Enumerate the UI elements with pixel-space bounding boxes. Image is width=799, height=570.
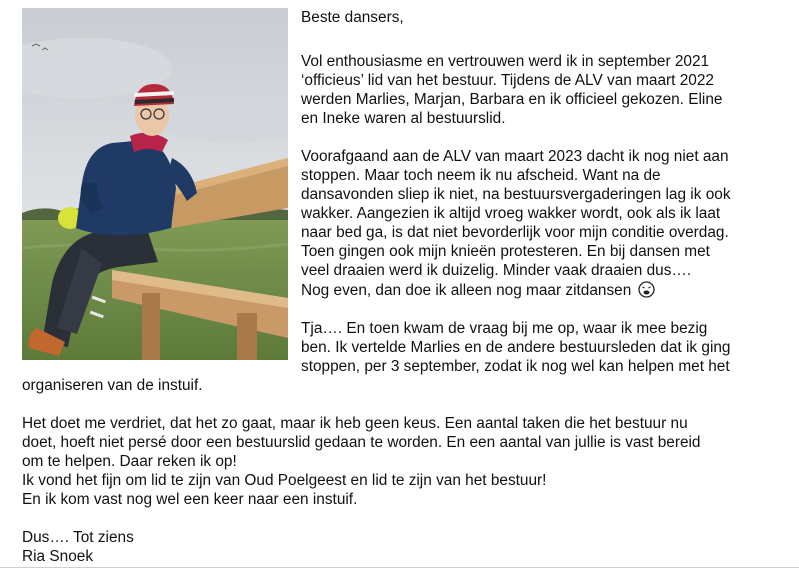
- paragraph4-line: doet, hoeft niet persé door een bestuurslid gedaan te worden. En een aantal van jullie is vast bereid: [22, 434, 701, 451]
- closing: Dus…. Tot ziens: [22, 529, 134, 546]
- paragraph2-line: stoppen. Maar toch neem ik nu afscheid. Want na de: [301, 167, 661, 184]
- paragraph2-line: naar bed ga, is dat niet bevorderlijk voor mijn conditie overdag.: [301, 224, 729, 241]
- paragraph2-line: dansavonden sliep ik niet, na bestuursvergaderingen lag ik ook: [301, 186, 731, 203]
- paragraph2-line: Voorafgaand aan de ALV van maart 2023 dacht ik nog niet aan: [301, 148, 729, 165]
- paragraph3-line: organiseren van de instuif.: [22, 377, 203, 394]
- paragraph4-line: Ik vond het fijn om lid te zijn van Oud Poelgeest en lid te zijn van het bestuur!: [22, 472, 547, 489]
- paragraph1-line: ‘officieus’ lid van het bestuur. Tijdens de ALV van maart 2022: [301, 72, 714, 89]
- paragraph2-line: Toen gingen ook mijn knieën protesteren. En bij dansen met: [301, 243, 710, 260]
- paragraph2-line: Nog even, dan doe ik alleen nog maar zitdansen: [301, 282, 632, 299]
- paragraph3-line: ben. Ik vertelde Marlies en de andere bestuursleden dat ik ging: [301, 339, 731, 356]
- photo-woman-on-bench: [22, 8, 288, 360]
- greeting: Beste dansers,: [301, 9, 404, 26]
- paragraph3-line: Tja…. En toen kwam de vraag bij me op, waar ik mee bezig: [301, 320, 708, 337]
- paragraph2-line: veel draaien werd ik duizelig. Minder vaak draaien dus….: [301, 262, 692, 279]
- paragraph4-line: om te helpen. Daar reken ik op!: [22, 453, 237, 470]
- paragraph1-line: werden Marlies, Marjan, Barbara en ik officieel gekozen. Eline: [301, 91, 723, 108]
- signature: Ria Snoek: [22, 548, 94, 565]
- paragraph4-line: En ik kom vast nog wel een keer naar een instuif.: [22, 491, 358, 508]
- paragraph3-line: stoppen, per 3 september, zodat ik nog wel kan helpen met het: [301, 358, 730, 375]
- paragraph4-line: Het doet me verdriet, dat het zo gaat, maar ik heb geen keus. Een aantal taken die het bestuur nu: [22, 415, 688, 432]
- weary-face-icon: [638, 281, 655, 298]
- paragraph1-line: Vol enthousiasme en vertrouwen werd ik in september 2021: [301, 53, 710, 70]
- paragraph2-line: wakker. Aangezien ik altijd vroeg wakker wordt, ook als ik laat: [301, 205, 721, 222]
- paragraph1-line: en Ineke waren al bestuurslid.: [301, 110, 506, 127]
- paragraph2-last-line: [301, 281, 655, 300]
- divider: [0, 567, 799, 568]
